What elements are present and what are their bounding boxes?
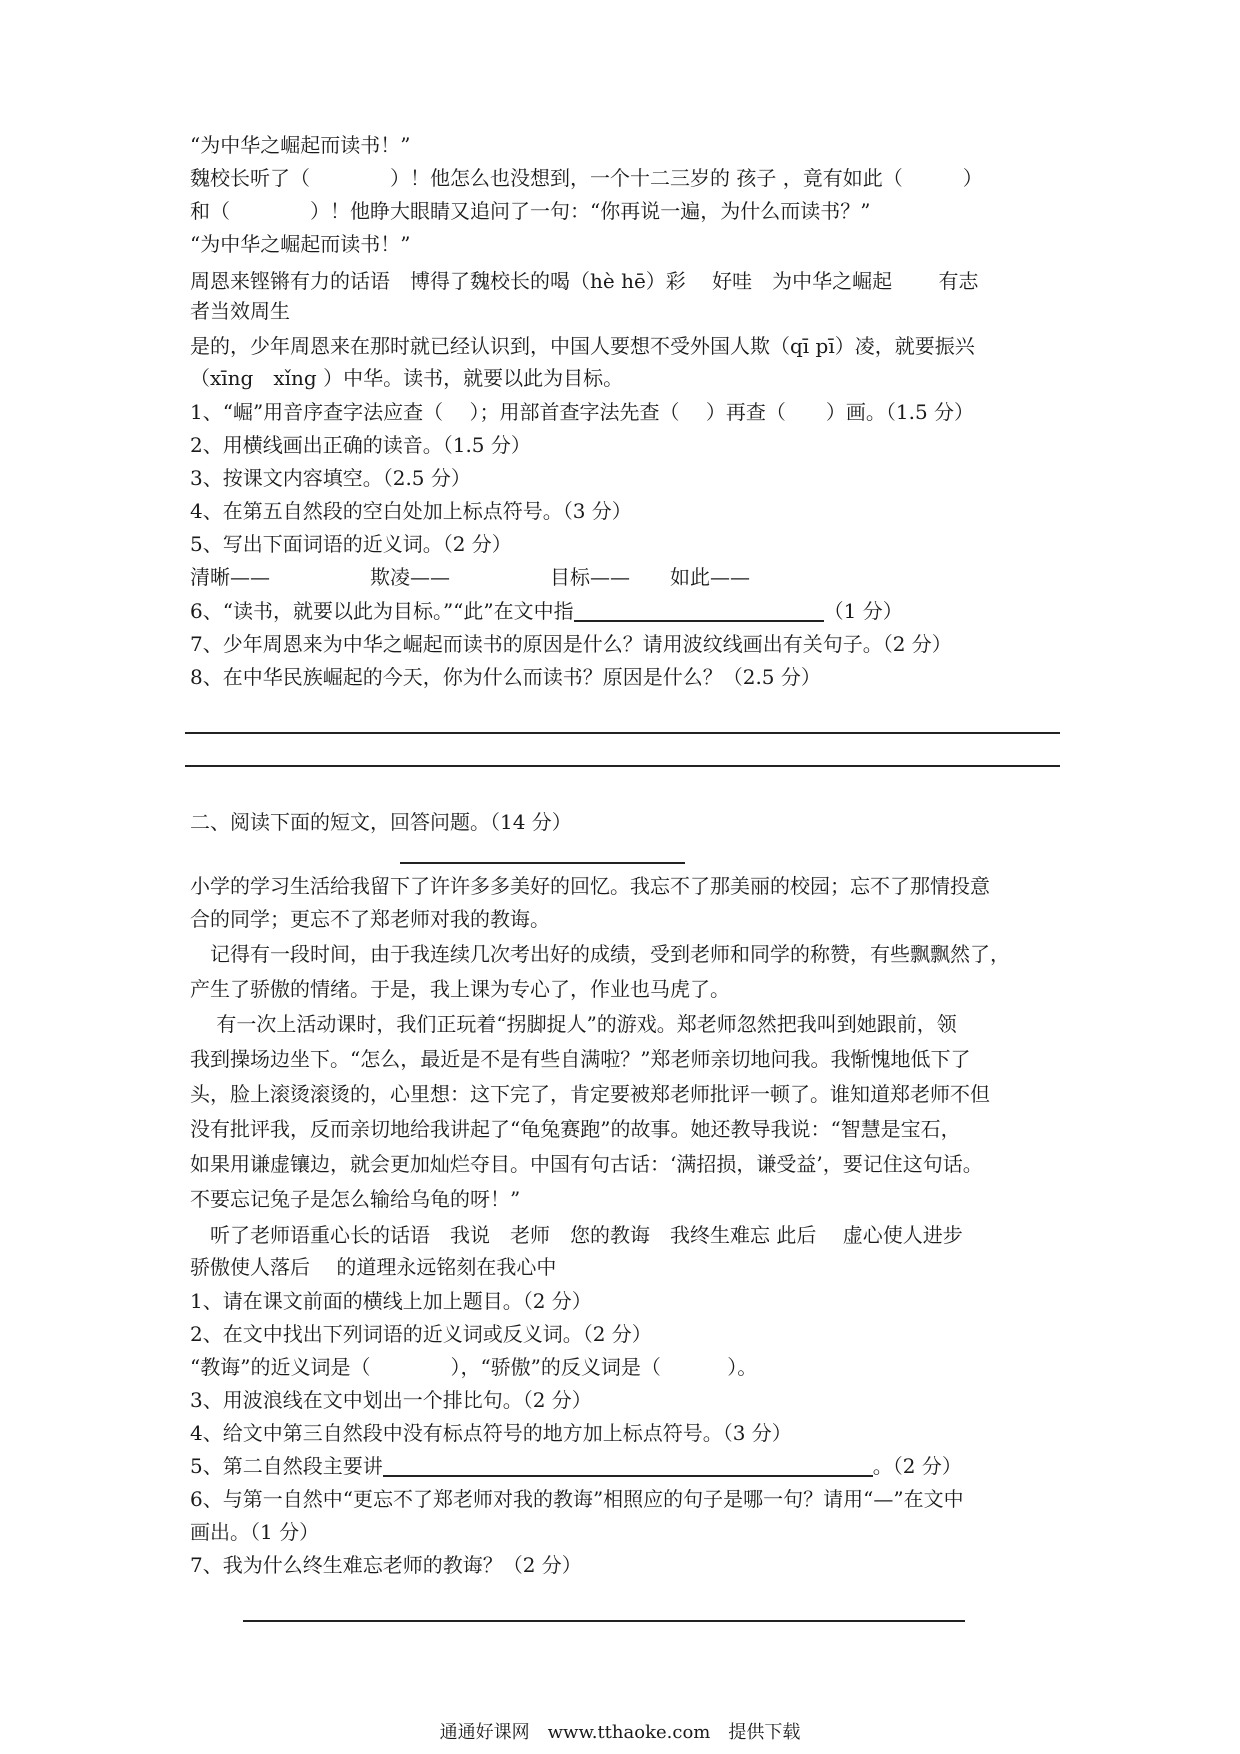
passage1-line-5: 周恩来铿锵有力的话语 博得了魏校长的喝（hè hē）彩 好哇 为中华之崛起 有志 xyxy=(190,269,979,293)
question2-1: 1、请在课文前面的横线上加上题目。（2 分） xyxy=(190,1289,592,1313)
section2-para4-line1: 听了老师语重心长的话语 我说 老师 您的教诲 我终生难忘 此后 虚心使人进步 xyxy=(190,1223,963,1247)
section2-para1-line2: 合的同学；更忘不了郑老师对我的教诲。 xyxy=(190,907,550,931)
question1-6-text: 6、“读书，就要以此为目标。”“此”在文中指 xyxy=(190,599,574,623)
section2-para3-line3: 头，脸上滚烫滚烫的，心里想：这下完了，肯定要被郑老师批评一顿了。谁知道郑老师不但 xyxy=(190,1082,990,1106)
question2-6-line1: 6、与第一自然中“更忘不了郑老师对我的教诲”相照应的句子是哪一句？请用“—”在文中 xyxy=(190,1487,964,1511)
section2-para4-line2: 骄傲使人落后 的道理永远铭刻在我心中 xyxy=(190,1255,557,1279)
section2-para3-line2: 我到操场边坐下。“怎么，最近是不是有些自满啦？”郑老师亲切地问我。我惭愧地低下了 xyxy=(190,1047,971,1071)
section2-para3-line6: 不要忘记兔子是怎么输给乌龟的呀！” xyxy=(190,1187,521,1211)
passage1-line-3: 和（ ）！他睁大眼睛又追问了一句：“你再说一遍，为什么而读书？” xyxy=(190,199,871,223)
question1-5-words: 清晰—— 欺凌—— 目标—— 如此—— xyxy=(190,565,750,589)
question1-2: 2、用横线画出正确的读音。（1.5 分） xyxy=(190,433,531,457)
question1-6 xyxy=(190,596,903,626)
question1-3: 3、按课文内容填空。（2.5 分） xyxy=(190,466,471,490)
question2-7: 7、我为什么终生难忘老师的教诲？（2 分） xyxy=(190,1553,582,1577)
answer-blank[interactable] xyxy=(383,1453,873,1477)
question2-5 xyxy=(190,1451,962,1481)
question2-5-text: 5、第二自然段主要讲 xyxy=(190,1454,383,1478)
answer-line[interactable] xyxy=(185,765,1060,767)
section2-para3-line4: 没有批评我，反而亲切地给我讲起了“龟兔赛跑”的故事。她还教导我说：“智慧是宝石， xyxy=(190,1117,961,1141)
answer-blank[interactable] xyxy=(574,598,824,622)
section2-para3-line1: 有一次上活动课时，我们正玩着“拐脚捉人”的游戏。郑老师忽然把我叫到她跟前，领 xyxy=(190,1012,957,1036)
passage1-line-4: “为中华之崛起而读书！” xyxy=(190,232,411,256)
section2-para3-line5: 如果用谦虚镶边，就会更加灿烂夺目。中国有句古话：‘满招损，谦受益’，要记住这句话。 xyxy=(190,1152,983,1176)
question1-5: 5、写出下面词语的近义词。（2 分） xyxy=(190,532,512,556)
question2-5-score: 。（2 分） xyxy=(872,1454,962,1478)
section2-para2-line2: 产生了骄傲的情绪。于是，我上课为专心了，作业也马虎了。 xyxy=(190,977,730,1001)
answer-line[interactable] xyxy=(243,1620,965,1622)
passage1-line-1: “为中华之崛起而读书！” xyxy=(190,133,411,157)
question2-3: 3、用波浪线在文中划出一个排比句。（2 分） xyxy=(190,1388,592,1412)
section2-para1-line1: 小学的学习生活给我留下了许许多多美好的回忆。我忘不了那美丽的校园；忘不了那情投意 xyxy=(190,874,990,898)
footer-credit: 通通好课网 www.tthaoke.com 提供下载 xyxy=(439,1722,801,1743)
passage1-line-7: 是的，少年周恩来在那时就已经认识到，中国人要想不受外国人欺（qī pī）凌，就要振兴 xyxy=(190,334,975,358)
title-blank-line[interactable] xyxy=(400,862,685,864)
question1-4: 4、在第五自然段的空白处加上标点符号。（3 分） xyxy=(190,499,632,523)
question1-6-score: （1 分） xyxy=(823,599,903,623)
passage1-line-8: （xīng xǐng ）中华。读书，就要以此为目标。 xyxy=(190,366,624,390)
question2-2-fill: “教诲”的近义词是（ ），“骄傲”的反义词是（ ）。 xyxy=(190,1355,758,1379)
question2-6-line2: 画出。（1 分） xyxy=(190,1520,320,1544)
passage1-line-6: 者当效周生 xyxy=(190,299,290,323)
passage1-line-2: 魏校长听了（ ）！他怎么也没想到，一个十二三岁的 孩子 ，竟有如此（ ） xyxy=(190,166,983,190)
question1-7: 7、少年周恩来为中华之崛起而读书的原因是什么？请用波纹线画出有关句子。（2 分） xyxy=(190,632,952,656)
question2-4: 4、给文中第三自然段中没有标点符号的地方加上标点符号。（3 分） xyxy=(190,1421,792,1445)
question1-8: 8、在中华民族崛起的今天，你为什么而读书？原因是什么？（2.5 分） xyxy=(190,665,821,689)
question1-1: 1、“崛”用音序查字法应查（ ）；用部首查字法先查（ ）再查（ ）画。（1.5 分） xyxy=(190,400,975,424)
answer-line[interactable] xyxy=(185,732,1060,734)
question2-2: 2、在文中找出下列词语的近义词或反义词。（2 分） xyxy=(190,1322,652,1346)
section2-heading: 二、阅读下面的短文，回答问题。（14 分） xyxy=(190,810,572,834)
section2-para2-line1: 记得有一段时间，由于我连续几次考出好的成绩，受到老师和同学的称赞，有些飘飘然了， xyxy=(190,942,1010,966)
